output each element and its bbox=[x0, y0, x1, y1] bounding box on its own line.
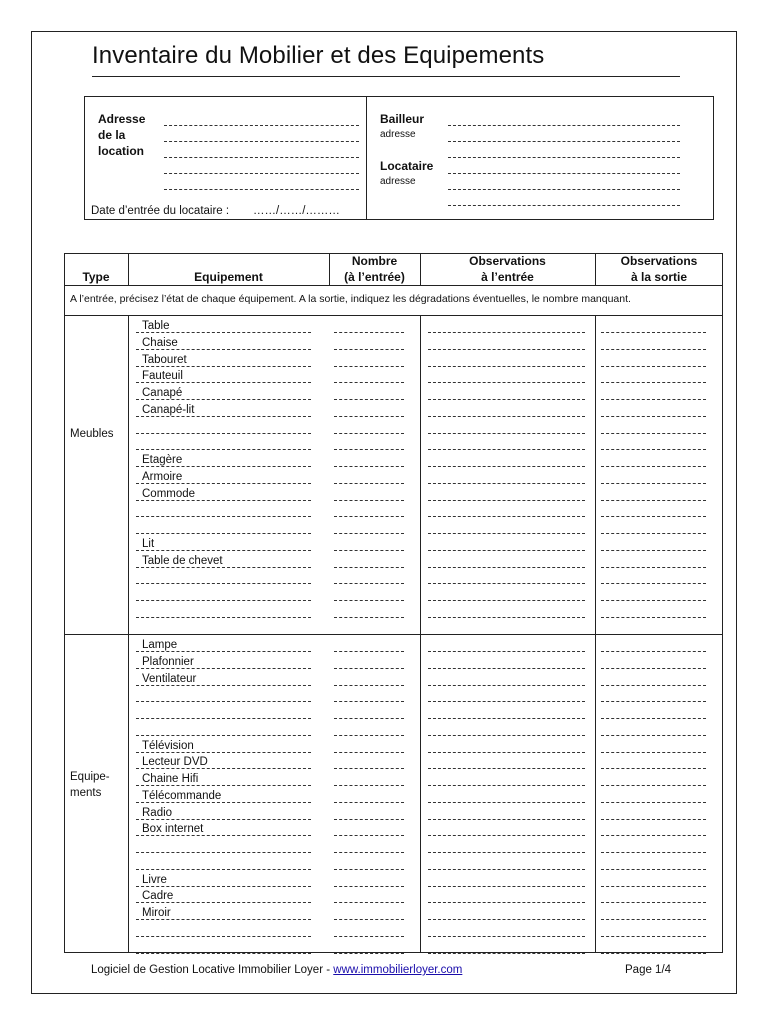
address-label-2: de la bbox=[98, 128, 126, 142]
section-divider bbox=[64, 634, 723, 635]
inventory-item: Miroir bbox=[142, 907, 171, 919]
equipment-line[interactable] bbox=[136, 651, 311, 652]
entry-observation-line[interactable] bbox=[428, 533, 585, 534]
landlord-line[interactable] bbox=[448, 141, 680, 142]
equipment-line[interactable] bbox=[136, 600, 311, 601]
title-underline bbox=[92, 76, 680, 77]
exit-observation-line[interactable] bbox=[601, 835, 706, 836]
count-line[interactable] bbox=[334, 366, 404, 367]
equipment-line[interactable] bbox=[136, 802, 311, 803]
equipment-line[interactable] bbox=[136, 936, 311, 937]
count-line[interactable] bbox=[334, 550, 404, 551]
entry-observation-line[interactable] bbox=[428, 886, 585, 887]
equipment-line[interactable] bbox=[136, 701, 311, 702]
address-box-divider bbox=[366, 96, 367, 220]
equipment-line[interactable] bbox=[136, 483, 311, 484]
entry-observation-line[interactable] bbox=[428, 483, 585, 484]
col-header-count-sub: (à l’entrée) bbox=[344, 270, 405, 284]
inventory-item: Télévision bbox=[142, 740, 194, 752]
note-bottom-rule bbox=[64, 315, 723, 316]
address-line[interactable] bbox=[164, 157, 359, 158]
equipment-line[interactable] bbox=[136, 919, 311, 920]
tenant-line[interactable] bbox=[448, 205, 680, 206]
count-line[interactable] bbox=[334, 466, 404, 467]
count-line[interactable] bbox=[334, 332, 404, 333]
equipment-line[interactable] bbox=[136, 567, 311, 568]
count-line[interactable] bbox=[334, 752, 404, 753]
count-line[interactable] bbox=[334, 651, 404, 652]
entry-observation-line[interactable] bbox=[428, 668, 585, 669]
entry-observation-line[interactable] bbox=[428, 685, 585, 686]
address-line[interactable] bbox=[164, 189, 359, 190]
address-line[interactable] bbox=[164, 125, 359, 126]
entry-observation-line[interactable] bbox=[428, 651, 585, 652]
inventory-item: Armoire bbox=[142, 471, 183, 483]
tenant-line[interactable] bbox=[448, 189, 680, 190]
equipment-line[interactable] bbox=[136, 752, 311, 753]
inventory-item: Etagère bbox=[142, 454, 183, 466]
address-label-3: location bbox=[98, 144, 145, 158]
entry-observation-line[interactable] bbox=[428, 768, 585, 769]
col-divider bbox=[420, 315, 421, 953]
equipment-line[interactable] bbox=[136, 500, 311, 501]
entry-observation-line[interactable] bbox=[428, 835, 585, 836]
exit-observation-line[interactable] bbox=[601, 869, 706, 870]
exit-observation-line[interactable] bbox=[601, 752, 706, 753]
page-title: Inventaire du Mobilier et des Equipements bbox=[92, 42, 545, 69]
type-equipment: Equipe- bbox=[70, 771, 110, 783]
count-line[interactable] bbox=[334, 583, 404, 584]
col-header-equipment: Equipement bbox=[194, 270, 263, 284]
equipment-line[interactable] bbox=[136, 332, 311, 333]
address-label: Adresse bbox=[98, 112, 146, 126]
entry-observation-line[interactable] bbox=[428, 752, 585, 753]
inventory-item: Ventilateur bbox=[142, 673, 197, 685]
entry-observation-line[interactable] bbox=[428, 869, 585, 870]
exit-observation-line[interactable] bbox=[601, 919, 706, 920]
exit-observation-line[interactable] bbox=[601, 433, 706, 434]
landlord-line[interactable] bbox=[448, 157, 680, 158]
count-line[interactable] bbox=[334, 835, 404, 836]
entry-observation-line[interactable] bbox=[428, 902, 585, 903]
col-divider bbox=[595, 315, 596, 953]
entry-observation-line[interactable] bbox=[428, 919, 585, 920]
inventory-item: Chaise bbox=[142, 337, 178, 349]
exit-observation-line[interactable] bbox=[601, 500, 706, 501]
inventory-item: Livre bbox=[142, 874, 167, 886]
inventory-item: Télécommande bbox=[142, 790, 222, 802]
equipment-line[interactable] bbox=[136, 785, 311, 786]
entry-observation-line[interactable] bbox=[428, 785, 585, 786]
type-equipment-2: ments bbox=[70, 787, 102, 799]
exit-observation-line[interactable] bbox=[601, 483, 706, 484]
count-line[interactable] bbox=[334, 567, 404, 568]
inventory-item: Canapé bbox=[142, 387, 183, 399]
inventory-item: Lit bbox=[142, 538, 155, 550]
equipment-line[interactable] bbox=[136, 533, 311, 534]
equipment-line[interactable] bbox=[136, 433, 311, 434]
inventory-item: Commode bbox=[142, 488, 196, 500]
equipment-line[interactable] bbox=[136, 902, 311, 903]
inventory-item: Table de chevet bbox=[142, 555, 223, 567]
equipment-line[interactable] bbox=[136, 768, 311, 769]
count-line[interactable] bbox=[334, 852, 404, 853]
count-line[interactable] bbox=[334, 701, 404, 702]
page-number: Page 1/4 bbox=[625, 964, 672, 976]
landlord-line[interactable] bbox=[448, 125, 680, 126]
equipment-line[interactable] bbox=[136, 869, 311, 870]
entry-date-label: Date d’entrée du locataire : bbox=[91, 205, 230, 217]
count-line[interactable] bbox=[334, 902, 404, 903]
count-line[interactable] bbox=[334, 617, 404, 618]
exit-observation-line[interactable] bbox=[601, 332, 706, 333]
entry-observation-line[interactable] bbox=[428, 550, 585, 551]
type-furniture: Meubles bbox=[70, 428, 114, 440]
exit-observation-line[interactable] bbox=[601, 617, 706, 618]
count-line[interactable] bbox=[334, 382, 404, 383]
count-line[interactable] bbox=[334, 919, 404, 920]
equipment-line[interactable] bbox=[136, 366, 311, 367]
entry-observation-line[interactable] bbox=[428, 936, 585, 937]
exit-observation-line[interactable] bbox=[601, 802, 706, 803]
count-line[interactable] bbox=[334, 600, 404, 601]
entry-observation-line[interactable] bbox=[428, 953, 585, 954]
entry-observation-line[interactable] bbox=[428, 718, 585, 719]
header-bottom-rule bbox=[64, 285, 723, 286]
exit-observation-line[interactable] bbox=[601, 533, 706, 534]
equipment-line[interactable] bbox=[136, 583, 311, 584]
col-header-obs-entry-sub: à l’entrée bbox=[481, 270, 534, 284]
footer-label: Logiciel de Gestion Locative Immobilier Loyer - bbox=[91, 964, 334, 976]
col-header-obs-exit-sub: à la sortie bbox=[630, 270, 688, 284]
count-line[interactable] bbox=[334, 668, 404, 669]
exit-observation-line[interactable] bbox=[601, 785, 706, 786]
tenant-address-label: adresse bbox=[380, 176, 416, 187]
col-header-count: Nombre bbox=[351, 254, 398, 268]
equipment-line[interactable] bbox=[136, 617, 311, 618]
count-line[interactable] bbox=[334, 516, 404, 517]
exit-observation-line[interactable] bbox=[601, 449, 706, 450]
entry-observation-line[interactable] bbox=[428, 600, 585, 601]
entry-observation-line[interactable] bbox=[428, 433, 585, 434]
tenant-line[interactable] bbox=[448, 173, 680, 174]
exit-observation-line[interactable] bbox=[601, 735, 706, 736]
entry-observation-line[interactable] bbox=[428, 567, 585, 568]
instructions-note: A l’entrée, précisez l’état de chaque équipement. A la sortie, indiquez les dégradations éventuelles, le nombre manquant. bbox=[70, 293, 631, 305]
equipment-line[interactable] bbox=[136, 953, 311, 954]
exit-observation-line[interactable] bbox=[601, 768, 706, 769]
exit-observation-line[interactable] bbox=[601, 567, 706, 568]
exit-observation-line[interactable] bbox=[601, 399, 706, 400]
inventory-item: Plafonnier bbox=[142, 656, 194, 668]
equipment-line[interactable] bbox=[136, 819, 311, 820]
count-line[interactable] bbox=[334, 936, 404, 937]
col-header-obs-exit: Observations bbox=[620, 254, 698, 268]
entry-observation-line[interactable] bbox=[428, 332, 585, 333]
equipment-line[interactable] bbox=[136, 835, 311, 836]
count-line[interactable] bbox=[334, 785, 404, 786]
equipment-line[interactable] bbox=[136, 685, 311, 686]
equipment-line[interactable] bbox=[136, 718, 311, 719]
entry-observation-line[interactable] bbox=[428, 819, 585, 820]
col-header-type: Type bbox=[82, 270, 110, 284]
entry-observation-line[interactable] bbox=[428, 349, 585, 350]
exit-observation-line[interactable] bbox=[601, 516, 706, 517]
inventory-item: Tabouret bbox=[142, 354, 187, 366]
equipment-line[interactable] bbox=[136, 550, 311, 551]
entry-observation-line[interactable] bbox=[428, 416, 585, 417]
inventory-item: Lampe bbox=[142, 639, 178, 651]
entry-observation-line[interactable] bbox=[428, 617, 585, 618]
entry-observation-line[interactable] bbox=[428, 802, 585, 803]
count-line[interactable] bbox=[334, 869, 404, 870]
count-line[interactable] bbox=[334, 500, 404, 501]
count-line[interactable] bbox=[334, 483, 404, 484]
inventory-item: Radio bbox=[142, 807, 173, 819]
inventory-item: Chaine Hifi bbox=[142, 773, 199, 785]
count-line[interactable] bbox=[334, 349, 404, 350]
exit-observation-line[interactable] bbox=[601, 953, 706, 954]
equipment-line[interactable] bbox=[136, 852, 311, 853]
entry-date-field[interactable]: ……/……/……… bbox=[253, 205, 340, 217]
count-line[interactable] bbox=[334, 819, 404, 820]
count-line[interactable] bbox=[334, 433, 404, 434]
entry-observation-line[interactable] bbox=[428, 449, 585, 450]
exit-observation-line[interactable] bbox=[601, 886, 706, 887]
count-line[interactable] bbox=[334, 399, 404, 400]
exit-observation-line[interactable] bbox=[601, 902, 706, 903]
footer-text bbox=[91, 963, 462, 977]
count-line[interactable] bbox=[334, 735, 404, 736]
count-line[interactable] bbox=[334, 449, 404, 450]
equipment-line[interactable] bbox=[136, 416, 311, 417]
exit-observation-line[interactable] bbox=[601, 819, 706, 820]
exit-observation-line[interactable] bbox=[601, 550, 706, 551]
address-line[interactable] bbox=[164, 173, 359, 174]
col-divider bbox=[128, 315, 129, 953]
exit-observation-line[interactable] bbox=[601, 583, 706, 584]
entry-observation-line[interactable] bbox=[428, 399, 585, 400]
landlord-label: Bailleur bbox=[380, 112, 425, 126]
address-line[interactable] bbox=[164, 141, 359, 142]
exit-observation-line[interactable] bbox=[601, 936, 706, 937]
count-line[interactable] bbox=[334, 718, 404, 719]
inventory-item: Lecteur DVD bbox=[142, 756, 208, 768]
equipment-line[interactable] bbox=[136, 449, 311, 450]
entry-observation-line[interactable] bbox=[428, 500, 585, 501]
count-line[interactable] bbox=[334, 416, 404, 417]
count-line[interactable] bbox=[334, 802, 404, 803]
count-line[interactable] bbox=[334, 886, 404, 887]
exit-observation-line[interactable] bbox=[601, 685, 706, 686]
inventory-item: Table bbox=[142, 320, 170, 332]
entry-observation-line[interactable] bbox=[428, 366, 585, 367]
exit-observation-line[interactable] bbox=[601, 668, 706, 669]
entry-observation-line[interactable] bbox=[428, 382, 585, 383]
inventory-item: Box internet bbox=[142, 823, 204, 835]
equipment-line[interactable] bbox=[136, 886, 311, 887]
exit-observation-line[interactable] bbox=[601, 600, 706, 601]
equipment-line[interactable] bbox=[136, 735, 311, 736]
exit-observation-line[interactable] bbox=[601, 701, 706, 702]
footer-link[interactable]: www.immobilierloyer.com bbox=[333, 964, 463, 976]
entry-observation-line[interactable] bbox=[428, 735, 585, 736]
count-line[interactable] bbox=[334, 768, 404, 769]
inventory-item: Fauteuil bbox=[142, 370, 183, 382]
entry-observation-line[interactable] bbox=[428, 852, 585, 853]
equipment-line[interactable] bbox=[136, 399, 311, 400]
exit-observation-line[interactable] bbox=[601, 382, 706, 383]
inventory-item: Canapé-lit bbox=[142, 404, 195, 416]
exit-observation-line[interactable] bbox=[601, 651, 706, 652]
col-header-obs-entry: Observations bbox=[469, 254, 546, 268]
entry-observation-line[interactable] bbox=[428, 516, 585, 517]
tenant-label: Locataire bbox=[380, 159, 434, 173]
exit-observation-line[interactable] bbox=[601, 718, 706, 719]
equipment-line[interactable] bbox=[136, 466, 311, 467]
entry-observation-line[interactable] bbox=[428, 701, 585, 702]
exit-observation-line[interactable] bbox=[601, 466, 706, 467]
equipment-line[interactable] bbox=[136, 516, 311, 517]
exit-observation-line[interactable] bbox=[601, 349, 706, 350]
landlord-address-label: adresse bbox=[380, 129, 416, 140]
equipment-line[interactable] bbox=[136, 668, 311, 669]
equipment-line[interactable] bbox=[136, 349, 311, 350]
entry-observation-line[interactable] bbox=[428, 466, 585, 467]
count-line[interactable] bbox=[334, 953, 404, 954]
entry-observation-line[interactable] bbox=[428, 583, 585, 584]
exit-observation-line[interactable] bbox=[601, 416, 706, 417]
inventory-item: Cadre bbox=[142, 890, 174, 902]
exit-observation-line[interactable] bbox=[601, 852, 706, 853]
count-line[interactable] bbox=[334, 533, 404, 534]
count-line[interactable] bbox=[334, 685, 404, 686]
equipment-line[interactable] bbox=[136, 382, 311, 383]
exit-observation-line[interactable] bbox=[601, 366, 706, 367]
